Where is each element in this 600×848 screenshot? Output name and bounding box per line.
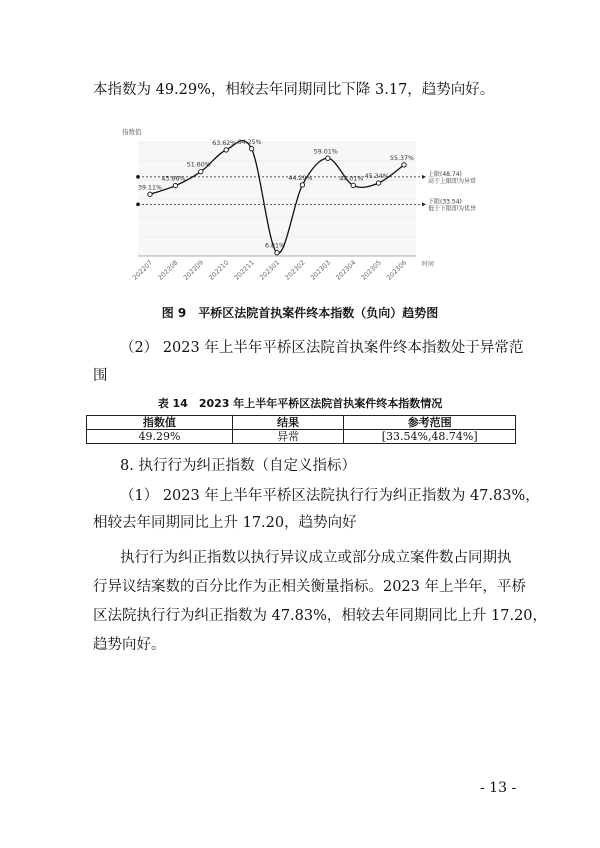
paragraph-correction-a: （1） 2023 年上半年平桥区法院执行行为纠正指数为 47.83%，	[120, 488, 540, 504]
trend-chart-svg	[118, 128, 480, 288]
trend-chart	[118, 128, 480, 288]
lower-limit-arrow	[422, 202, 426, 206]
table-header-index: 指数值	[87, 416, 233, 430]
data-label: 44.01%	[339, 175, 364, 183]
x-tick-label: 202208	[156, 258, 180, 282]
data-point	[199, 169, 203, 173]
data-label: 55.37%	[389, 154, 415, 162]
x-tick-label: 202301	[258, 258, 282, 282]
table-cell-result: 异常	[232, 430, 344, 444]
data-point	[351, 183, 355, 187]
data-label: 6.81%	[264, 242, 286, 250]
lower-limit-note: 低于下限即为优异	[428, 205, 477, 213]
paragraph-correction-b: 相较去年同期同比上升 17.20，趋势向好	[93, 515, 357, 531]
page-number: - 13 -	[480, 780, 517, 796]
x-tick-label: 202304	[334, 258, 358, 282]
paragraph-definition-c: 区法院执行行为纠正指数为 47.83%，相较去年同期同比上升 17.20，	[93, 608, 548, 624]
table-header-range: 参考范围	[344, 416, 516, 430]
index-table	[86, 415, 516, 444]
data-point	[173, 183, 177, 187]
paragraph-definition-d: 趋势向好。	[93, 637, 166, 653]
lower-limit-label: 下限(33.54)	[428, 198, 462, 206]
data-label: 63.62%	[212, 139, 237, 147]
data-point	[402, 163, 406, 167]
table-row	[87, 430, 516, 444]
table-header-result: 结果	[232, 416, 344, 430]
figure-caption: 图 9 平桥区法院首执案件终本指数（负向）趋势图	[161, 306, 439, 320]
data-point	[148, 192, 152, 196]
data-label: 43.86%	[161, 175, 186, 183]
data-point	[224, 148, 228, 152]
upper-limit-dot	[136, 175, 140, 179]
paragraph-definition-b: 行异议结案数的百分比作为正相关衡量指标。2023 年上半年，平桥	[93, 579, 527, 595]
data-label: 64.25%	[237, 138, 262, 146]
data-point	[275, 251, 279, 255]
heading-8: 8. 执行行为纠正指数（自定义指标）	[120, 458, 356, 474]
table-header-row	[87, 416, 516, 430]
table-cell-range: [33.54%,48.74%]	[344, 430, 516, 444]
table-cell-index: 49.29%	[87, 430, 233, 444]
x-tick-label: 202306	[385, 258, 409, 282]
x-tick-label: 202303	[308, 258, 333, 282]
paragraph-abnormal-b: 围	[93, 368, 108, 384]
paragraph-index-summary: 本指数为 49.29%，相较去年同期同比下降 3.17，趋势向好。	[93, 82, 495, 98]
x-tick-label: 202302	[283, 258, 307, 282]
x-tick-label: 202209	[181, 258, 206, 282]
data-label: 59.01%	[313, 148, 338, 156]
upper-limit-note: 高于上限即为异常	[428, 177, 477, 185]
x-tick-label: 202210	[207, 258, 231, 282]
lower-limit-dot	[136, 203, 140, 207]
upper-limit-arrow	[422, 175, 426, 179]
data-point	[300, 183, 304, 187]
paragraph-definition-a: 执行行为纠正指数以执行异议成立或部分成立案件数占同期执	[120, 550, 512, 566]
paragraph-abnormal-a: （2） 2023 年上半年平桥区法院首执案件终本指数处于异常范	[120, 340, 524, 356]
upper-limit-label: 上限(48.74)	[428, 170, 462, 178]
data-point	[326, 156, 330, 160]
data-label: 51.60%	[186, 161, 211, 169]
data-label: 39.11%	[138, 184, 163, 192]
x-tick-label: 202207	[131, 258, 155, 282]
y-axis-label: 指数值	[122, 128, 142, 136]
x-tick-label: 202211	[232, 258, 256, 282]
x-axis-label: 时间	[422, 261, 435, 268]
data-point	[376, 181, 380, 185]
data-label: 45.34%	[364, 173, 389, 181]
data-point	[249, 147, 253, 151]
data-label: 44.29%	[288, 174, 313, 182]
table-caption: 表 14 2023 年上半年平桥区法院首执案件终本指数情况	[157, 397, 443, 410]
x-tick-label: 202305	[359, 258, 383, 282]
